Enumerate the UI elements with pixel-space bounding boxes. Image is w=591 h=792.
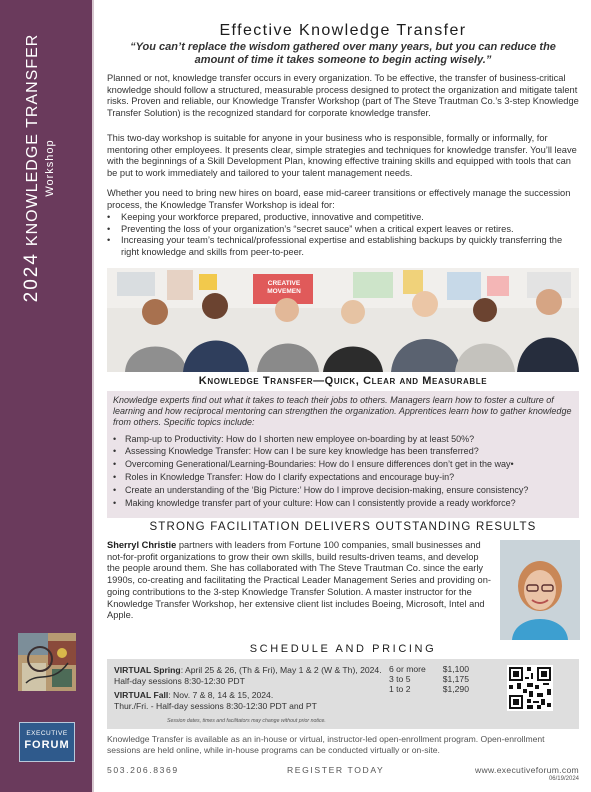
intro-paragraph-2: This two-day workshop is suitable for anyone in your business who is responsible, formally or informally, for mentoring other employees. It presents clear, simple strategies and techniques for knowledge transfer. You’ll leave with the beginnings of a Skill Development Plan, knowing effective training skills and equipped with tools that can be put to work immediately and tailored to your talent management needs. — [107, 133, 577, 178]
footer-date: 06/19/2024 — [548, 776, 579, 782]
footer-website-link[interactable]: www.executiveforum.com — [474, 765, 579, 775]
fall-dates: : Nov. 7 & 8, 14 & 15, 2024. — [168, 690, 274, 700]
pricing-row: 1 to 2 $1,290 — [389, 683, 469, 694]
fall-hours: Thur./Fri. - Half-day sessions 8:30-12:30 PDT and PT — [114, 700, 317, 711]
abstract-art-graphic — [18, 633, 76, 691]
qr-code-icon — [507, 665, 553, 711]
headshot-illustration — [500, 540, 580, 640]
sidebar-title: KNOWLEDGE TRANSFER — [24, 33, 41, 247]
list-item: • Increasing your team’s technical/professional expertise and establishing backups by quickly transferring the right knowledge and skills from peer-to-peer. — [107, 235, 579, 258]
schedule-heading: SCHEDULE AND PRICING — [249, 643, 437, 655]
spring-hours: Half-day sessions 8:30-12:30 PDT — [114, 675, 245, 686]
spring-session — [114, 665, 382, 686]
kt-section-heading: Knowledge Transfer—Quick, Clear and Measurable — [198, 375, 488, 387]
spring-dates: : April 25 & 26, (Th & Fri), May 1 & 2 (W & Th), 2024. — [180, 665, 382, 675]
list-item: • Overcoming Generational/Learning-Boundaries: How do I ensure differences don’t get in the way• — [113, 458, 573, 471]
sidebar-divider — [92, 0, 94, 792]
logo-line-forum: FORUM — [24, 739, 70, 751]
photo-sign-text: CREATIVE MOVEMEN — [267, 280, 301, 295]
logo-line-executive: EXECUTIVE — [26, 730, 68, 737]
footer-phone[interactable]: 503.206.8369 — [107, 765, 179, 775]
list-item: • Making knowledge transfer part of your culture: How can I consistently provide a ready workforce? — [113, 497, 573, 510]
facilitation-heading: STRONG FACILITATION DELIVERS OUTSTANDING RESULTS — [149, 521, 537, 533]
kt-topics-box — [107, 391, 579, 518]
abstract-art-image — [18, 633, 76, 691]
pricing-row: 6 or more $1,100 — [389, 664, 469, 674]
intro-paragraph-3: Whether you need to bring new hires on board, ease mid-career transitions or effectively manage the succession process, the Knowledge Transfer Workshop is ideal for: — [107, 188, 571, 210]
list-item: • Roles in Knowledge Transfer: How do I clarify expectations and encourage buy-in? — [113, 471, 573, 484]
header-quote: “You can’t replace the wisdom gathered over many years, but you can reduce the amount of time it takes someone to begin acting wisely.” — [130, 41, 556, 66]
sidebar-subtitle: Workshop — [44, 139, 56, 197]
facilitator-headshot — [500, 540, 580, 640]
page-title: Effective Knowledge Transfer — [219, 22, 467, 39]
pricing-row: 3 to 5 $1,175 — [389, 673, 469, 684]
footer-register[interactable]: REGISTER TODAY — [287, 765, 385, 775]
facilitator-bio-text: partners with leaders from Fortune 100 companies, small businesses and not-for-profit organizations to grow their own skills, build results-driven teams, and develop the people around them. She has collaborated with The Steve Trautman Co. since the early 1990s, co-creating and facilitating the Practical Leader Management Series and providing on-going contributions to the 3-step Knowledge Transfer Solution. A master instructor for the Knowledge Transfer Workshop, her extensive client list includes Boeing, Microsoft, Intel and Apple. — [107, 540, 491, 621]
sidebar-title-block — [22, 3, 70, 333]
group-photo — [107, 268, 579, 372]
sidebar — [0, 0, 92, 792]
list-item: • Assessing Knowledge Transfer: How can I be sure key knowledge has been transferred? — [113, 445, 573, 458]
schedule-disclaimer: Session dates, times and facilitators may change without prior notice. — [167, 718, 326, 724]
intro-paragraph-1: Planned or not, knowledge transfer occurs in every organization. To be effective, the transfer of business-critical knowledge should follow a structured, measurable process designed to protect the organization and mitigate talent risks. Proven and reliable, our Knowledge Transfer Workshop (part of The Steve Trautman Co.’s 3-step Knowledge Transfer Solution) is the recognized standard for corporate knowledge transfer. — [107, 73, 579, 118]
group-photo-illustration — [107, 268, 579, 372]
kt-topic-list — [113, 433, 573, 510]
fall-session — [114, 690, 317, 711]
intro-bullet-list — [107, 212, 579, 258]
list-item: • Preventing the loss of your organization’s “secret sauce” when a critical expert leaves or retires. — [107, 224, 579, 236]
kt-intro-text: Knowledge experts find out what it takes to teach their jobs to others. Managers learn how to foster a culture of learning and how reciprocal mentoring can strengthen the organization. Apprentices learn how to gather knowledge from others. Specific topics include: — [113, 395, 572, 428]
list-item: • Ramp-up to Productivity: How do I shorten new employee on-boarding by at least 50%? — [113, 433, 573, 446]
executive-forum-logo — [19, 722, 75, 762]
qr-code[interactable] — [507, 665, 553, 711]
fall-label: VIRTUAL Fall — [114, 690, 169, 700]
spring-label: VIRTUAL Spring — [114, 665, 181, 675]
list-item: • Keeping your workforce prepared, productive, innovative and competitive. — [107, 212, 579, 224]
pricing-table — [389, 665, 469, 694]
facilitator-name: Sherryl Christie — [107, 540, 177, 550]
sidebar-year: 2024 — [21, 252, 42, 303]
list-item: • Create an understanding of the ‘Big Picture:’ How do I improve decision-making, ensure consistency? — [113, 484, 573, 497]
inhouse-note: Knowledge Transfer is available as an in-house or virtual, instructor-led open-enrollment program. Open-enrollment sessions are held online, while in-house programs can be conducted virtually or on-site. — [107, 734, 545, 755]
facilitator-bio — [107, 540, 491, 622]
